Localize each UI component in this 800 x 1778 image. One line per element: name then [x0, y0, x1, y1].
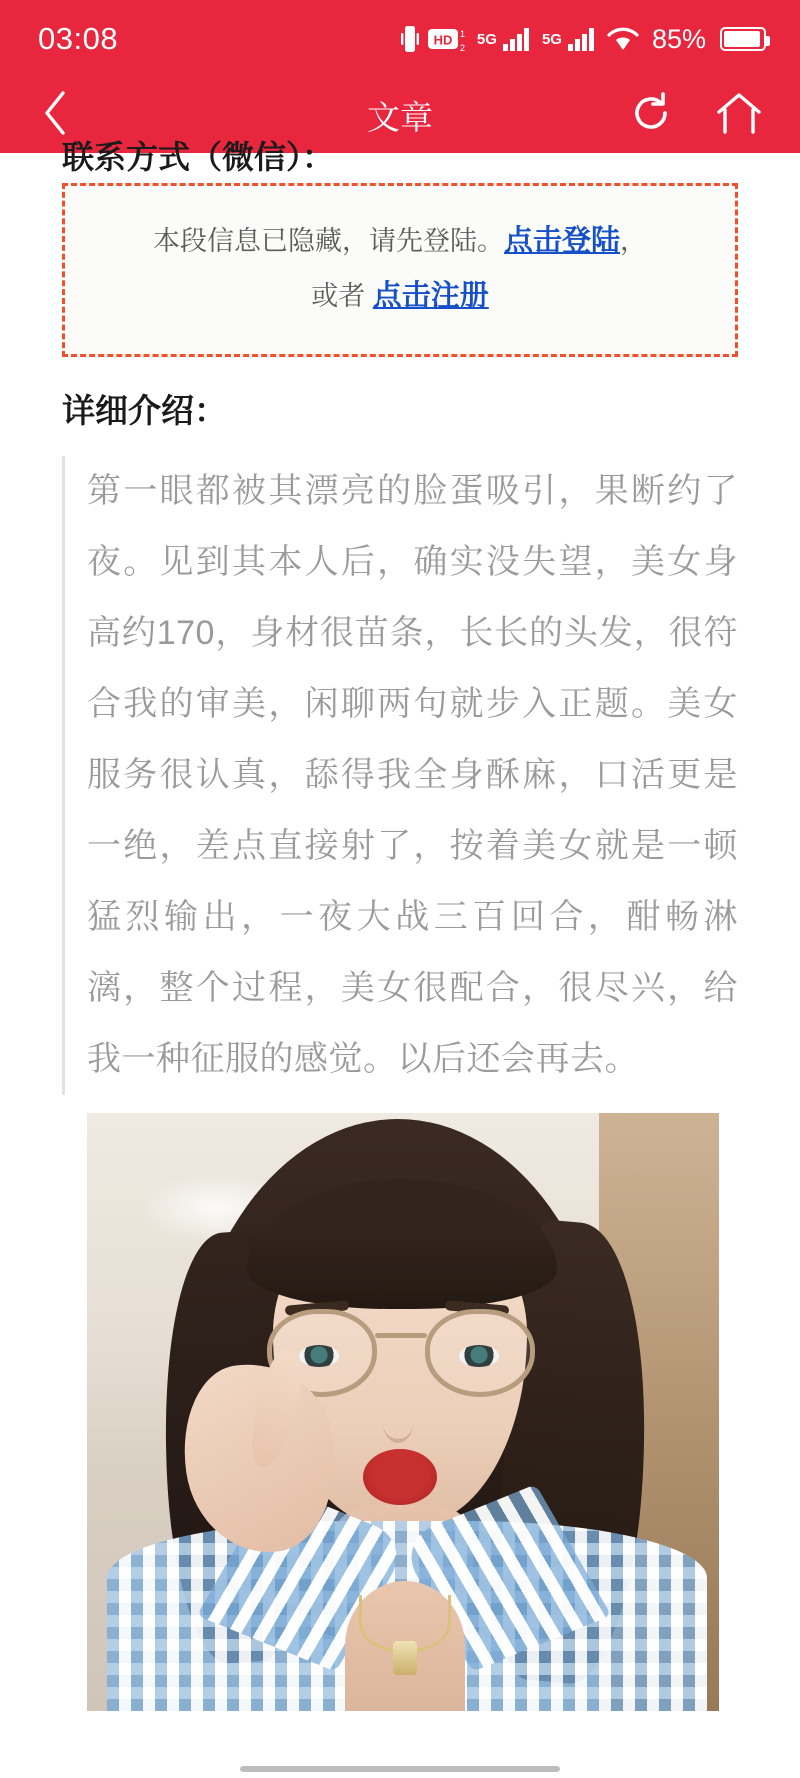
hidden-content-notice [62, 183, 738, 357]
status-icons [401, 24, 766, 55]
detail-heading [62, 385, 738, 432]
hidden-notice-text: 本段信息已隐藏，请先登陆。 [152, 226, 504, 256]
refresh-icon [629, 91, 673, 140]
svg-text:1: 1 [459, 29, 465, 39]
network-label-5g-primary: 5G [476, 30, 497, 48]
detail-body-text: 第一眼都被其漂亮的脸蛋吸引，果断约了夜。见到其本人后，确实没失望，美女身高约170，身材很苗条，长长的头发，很符合我的审美，闲聊两句就步入正题。美女服务很认真，舔得我全身酥麻，口活更是一绝，差点直接射了，按着美女就是一顿猛烈输出，一夜大战三百回合，酣畅淋漓，整个过程，美女很配合，很尽兴，给我一种征服的感觉。以后还会再去。 [62, 456, 738, 1095]
detail-heading-colon: ： [194, 392, 227, 430]
signal-bars-primary-icon [503, 27, 533, 51]
svg-text:HD: HD [433, 32, 453, 48]
contact-heading: 联系方式（微信）： [62, 139, 335, 175]
home-icon [715, 90, 763, 141]
article-photo-image [87, 1113, 719, 1711]
signal-bars-secondary-icon [568, 27, 598, 51]
page-title: 文章 [367, 99, 433, 136]
article-content[interactable] [0, 139, 800, 1778]
battery-icon [720, 27, 766, 51]
detail-heading-label: 详细介绍 [62, 392, 194, 430]
scroll-indicator[interactable] [240, 1766, 560, 1772]
battery-percent-label: 85% [651, 23, 706, 54]
status-bar [0, 0, 800, 78]
status-time: 03:08 [38, 21, 119, 56]
svg-text:2: 2 [459, 43, 465, 53]
hd-voice-icon [428, 25, 468, 53]
network-label-5g-secondary: 5G [541, 30, 562, 48]
register-link[interactable]: 点击注册 [372, 280, 489, 313]
login-link[interactable]: 点击登陆 [503, 225, 620, 257]
vibrate-icon [401, 25, 419, 53]
wifi-icon [607, 26, 639, 52]
back-button[interactable] [30, 90, 82, 142]
hidden-notice-comma: ， [620, 226, 647, 256]
hidden-notice-or: 或者 [311, 281, 366, 312]
article-photo[interactable] [87, 1113, 719, 1711]
